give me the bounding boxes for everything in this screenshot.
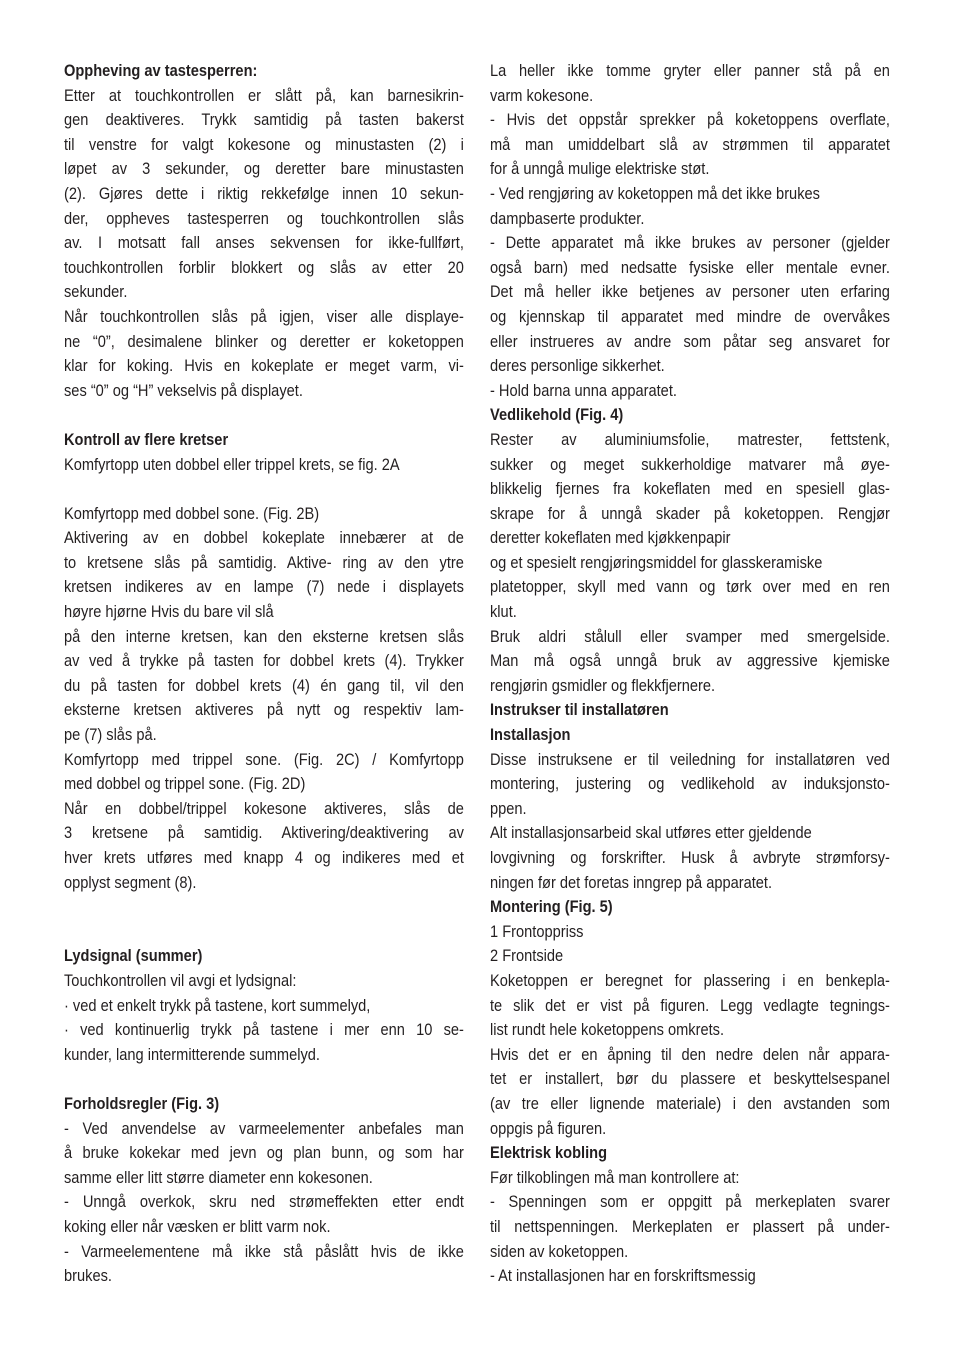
text-line: Disse instruksene er til veiledning for installatøren ved xyxy=(490,749,890,769)
text-line: og kjennskap til apparatet med mindre de overvåkes xyxy=(490,306,890,326)
text-line: list rundt hele koketoppens omkrets. xyxy=(490,1020,725,1040)
text-line: for å unngå mulige elektriske støt. xyxy=(490,159,710,179)
text-line: ppen. xyxy=(490,798,527,818)
text-line: - Hold barna unna apparatet. xyxy=(490,380,677,400)
text-line: 2 Frontside xyxy=(490,946,564,966)
paragraph-spacer xyxy=(64,477,464,502)
text-line: oppgis på figuren. xyxy=(490,1118,607,1138)
text-line: klar for koking. Hvis en kokeplate er meget varm, vi- xyxy=(64,356,464,376)
text-line: varm kokesone. xyxy=(490,85,594,105)
text-line: Komfyrtopp med trippel sone. (Fig. 2C) / Komfyrtopp xyxy=(64,749,464,769)
text-line: rengjørin gsmidler og flekkfjernere. xyxy=(490,675,716,695)
text-line: to kretsene slås på samtidig. Aktive- ring av den ytre xyxy=(64,552,464,572)
text-line: ne “0”, desimalene blinker og deretter er koketoppen xyxy=(64,331,464,351)
section-heading: Oppheving av tastesperren: xyxy=(64,61,258,80)
text-line: Komfyrtopp uten dobbel eller trippel krets, se fig. 2A xyxy=(64,454,400,474)
text-line: touchkontrollen forblir blokkert og slås av etter 20 xyxy=(64,257,464,277)
text-line: å bruke kokekar med jevn og plan bunn, og som har xyxy=(64,1143,464,1163)
paragraph-spacer xyxy=(64,920,464,945)
paragraph-spacer xyxy=(64,1067,464,1092)
text-line: deretter kokeflaten med kjøkkenpapir xyxy=(490,528,731,548)
text-line: hver krets utføres med knapp 4 og indikeres med et xyxy=(64,848,464,867)
left-text-column xyxy=(64,59,464,1289)
text-line: Bruk aldri stålull eller svamper med smergelside. xyxy=(490,626,890,646)
text-line: Etter at touchkontrollen er slått på, kan barnesikrin- xyxy=(64,85,464,105)
text-line: eller instrueres av andre som påtar seg ansvaret for xyxy=(490,331,890,351)
text-line: eksterne kretsen aktiveres på nytt og respektiv lam- xyxy=(64,700,464,720)
text-line: (av tre eller lignende materiale) i den avstanden som xyxy=(490,1093,890,1113)
section-heading: Lydsignal (summer) xyxy=(64,946,203,966)
text-line: du på tasten for dobbel krets (4) én gang til, vil den xyxy=(64,675,464,695)
text-line: 3 kretsene på samtidig. Aktivering/deaktivering av xyxy=(64,823,464,843)
text-line: skrape for å unngå skader på koketoppen. Rengjør xyxy=(490,503,890,523)
text-line: gen deaktiveres. Trykk samtidig på tasten bakerst xyxy=(64,110,464,130)
text-line: dampbaserte produkter. xyxy=(490,208,645,228)
text-line: Koketoppen er beregnet for plassering i en benkepla- xyxy=(490,970,890,990)
text-line: Komfyrtopp med dobbel sone. (Fig. 2B) xyxy=(64,503,320,523)
text-line: sukker og meget sukkerholdige matvarer må øye- xyxy=(490,454,890,474)
text-line: ses “0” og “H” vekselvis på displayet. xyxy=(64,380,303,400)
text-line: på den interne kretsen, kan den eksterne kretsen slås xyxy=(64,626,464,646)
text-line: deres personlige sikkerhet. xyxy=(490,356,665,376)
text-line: klut. xyxy=(490,602,517,622)
text-line: ningen før det foretas inngrep på apparatet. xyxy=(490,872,773,892)
text-line: - Ved rengjøring av koketoppen må det ikke brukes xyxy=(490,183,820,203)
paragraph-spacer xyxy=(64,895,464,920)
text-line: må man umiddelbart slå av strømmen til apparatet xyxy=(490,134,890,154)
text-line: av. I motsatt fall anses sekvensen for ikke-fullført, xyxy=(64,233,464,253)
text-line: montering, justering og vedlikehold av induksjonsto- xyxy=(490,774,890,794)
text-line: Før tilkoblingen må man kontrollere at: xyxy=(490,1167,740,1187)
text-line: også barn) med nedsatte fysiske eller mentale evner. xyxy=(490,257,890,277)
text-line: til venstre for valgt kokesone og minustasten (2) i xyxy=(64,134,464,154)
paragraph-spacer xyxy=(64,403,464,428)
text-line: til nettspenningen. Merkeplaten er plassert på under- xyxy=(490,1216,890,1236)
text-line: te slik det er vist på figuren. Legg vedlagte tegnings- xyxy=(490,995,890,1015)
text-line: pe (7) slås på. xyxy=(64,725,157,745)
section-heading: Kontroll av flere kretser xyxy=(64,429,229,449)
text-line: og et spesielt rengjøringsmiddel for glasskeramiske xyxy=(490,552,823,572)
text-line: - Unngå overkok, skru ned strømeffekten etter endt xyxy=(64,1192,464,1212)
text-line: der, oppheves tastesperren og touchkontrollen slås xyxy=(64,208,464,228)
text-line: sekunder. xyxy=(64,282,128,302)
text-line: Rester av aluminiumsfolie, matrester, fettstenk, xyxy=(490,429,890,449)
text-line: - Hvis det oppstår sprekker på koketoppens overflate, xyxy=(490,110,890,130)
text-line: Når touchkontrollen slås på igjen, viser alle displaye- xyxy=(64,306,464,326)
right-text-column xyxy=(490,59,890,1289)
text-line: kretsen indikeres av en lampe (7) nede i displayets xyxy=(64,577,464,597)
text-line: koking eller når væsken er blitt varm nok. xyxy=(64,1216,331,1236)
section-heading: Montering (Fig. 5) xyxy=(490,897,613,917)
text-line: tet er installert, bør du plassere et beskyttelsespanel xyxy=(490,1069,890,1089)
text-line: løpet av 3 sekunder, og deretter bare minustasten xyxy=(64,159,464,179)
text-line: Alt installasjonsarbeid skal utføres etter gjeldende xyxy=(490,823,812,843)
text-line: - Varmeelementene må ikke stå påslått hvis de ikke xyxy=(64,1241,464,1261)
text-line: med dobbel og trippel sone. (Fig. 2D) xyxy=(64,774,306,794)
text-line: - Spenningen som er oppgitt på merkeplaten svarer xyxy=(490,1192,890,1212)
text-line: samme eller litt større diameter enn kokesonen. xyxy=(64,1167,373,1187)
text-line: 1 Frontoppriss xyxy=(490,921,584,941)
text-line: brukes. xyxy=(64,1266,112,1286)
text-line: · ved et enkelt trykk på tastene, kort summelyd, xyxy=(64,995,371,1015)
text-line: lovgivning og forskrifter. Husk å avbryte strømforsy- xyxy=(490,848,890,867)
text-line: Man må også unngå bruk av aggressive kjemiske xyxy=(490,651,890,671)
section-heading: Elektrisk kobling xyxy=(490,1143,608,1163)
text-line: - Dette apparatet må ikke brukes av personer (gjelder xyxy=(490,233,890,253)
section-heading: Installasjon xyxy=(490,725,571,745)
text-line: Touchkontrollen vil avgi et lydsignal: xyxy=(64,970,297,990)
text-line: La heller ikke tomme gryter eller panner stå på en xyxy=(490,61,890,80)
text-line: Hvis det er en åpning til den nedre delen når appara- xyxy=(490,1044,890,1064)
text-line: Aktivering av en dobbel kokeplate innebærer at de xyxy=(64,528,464,548)
text-line: kunder, lang intermitterende summelyd. xyxy=(64,1044,320,1064)
text-line: høyre hjørne Hvis du bare vil slå xyxy=(64,602,274,622)
text-line: - At installasjonen har en forskriftsmessig xyxy=(490,1266,756,1286)
text-line: blikkelig fjernes fra kokeflaten med en spesiell glas- xyxy=(490,479,890,499)
text-line: · ved kontinuerlig trykk på tastene i mer enn 10 se- xyxy=(64,1020,464,1040)
text-line: (2). Gjøres dette i riktig rekkefølge innen 10 sekun- xyxy=(64,183,464,203)
section-heading: Vedlikehold (Fig. 4) xyxy=(490,405,624,425)
text-line: Det må heller ikke betjenes av personer uten erfaring xyxy=(490,282,890,302)
text-line: av ved å trykke på tasten for dobbel krets (4). Trykker xyxy=(64,651,464,671)
section-heading: Instrukser til installatøren xyxy=(490,700,669,720)
text-line: - Ved anvendelse av varmeelementer anbefales man xyxy=(64,1118,464,1138)
text-line: platetopper, skyll med vann og tørk over med en ren xyxy=(490,577,890,597)
section-heading: Forholdsregler (Fig. 3) xyxy=(64,1093,220,1113)
text-line: Når en dobbel/trippel kokesone aktiveres, slås de xyxy=(64,798,464,818)
text-line: siden av koketoppen. xyxy=(490,1241,629,1261)
text-line: opplyst segment (8). xyxy=(64,872,197,892)
